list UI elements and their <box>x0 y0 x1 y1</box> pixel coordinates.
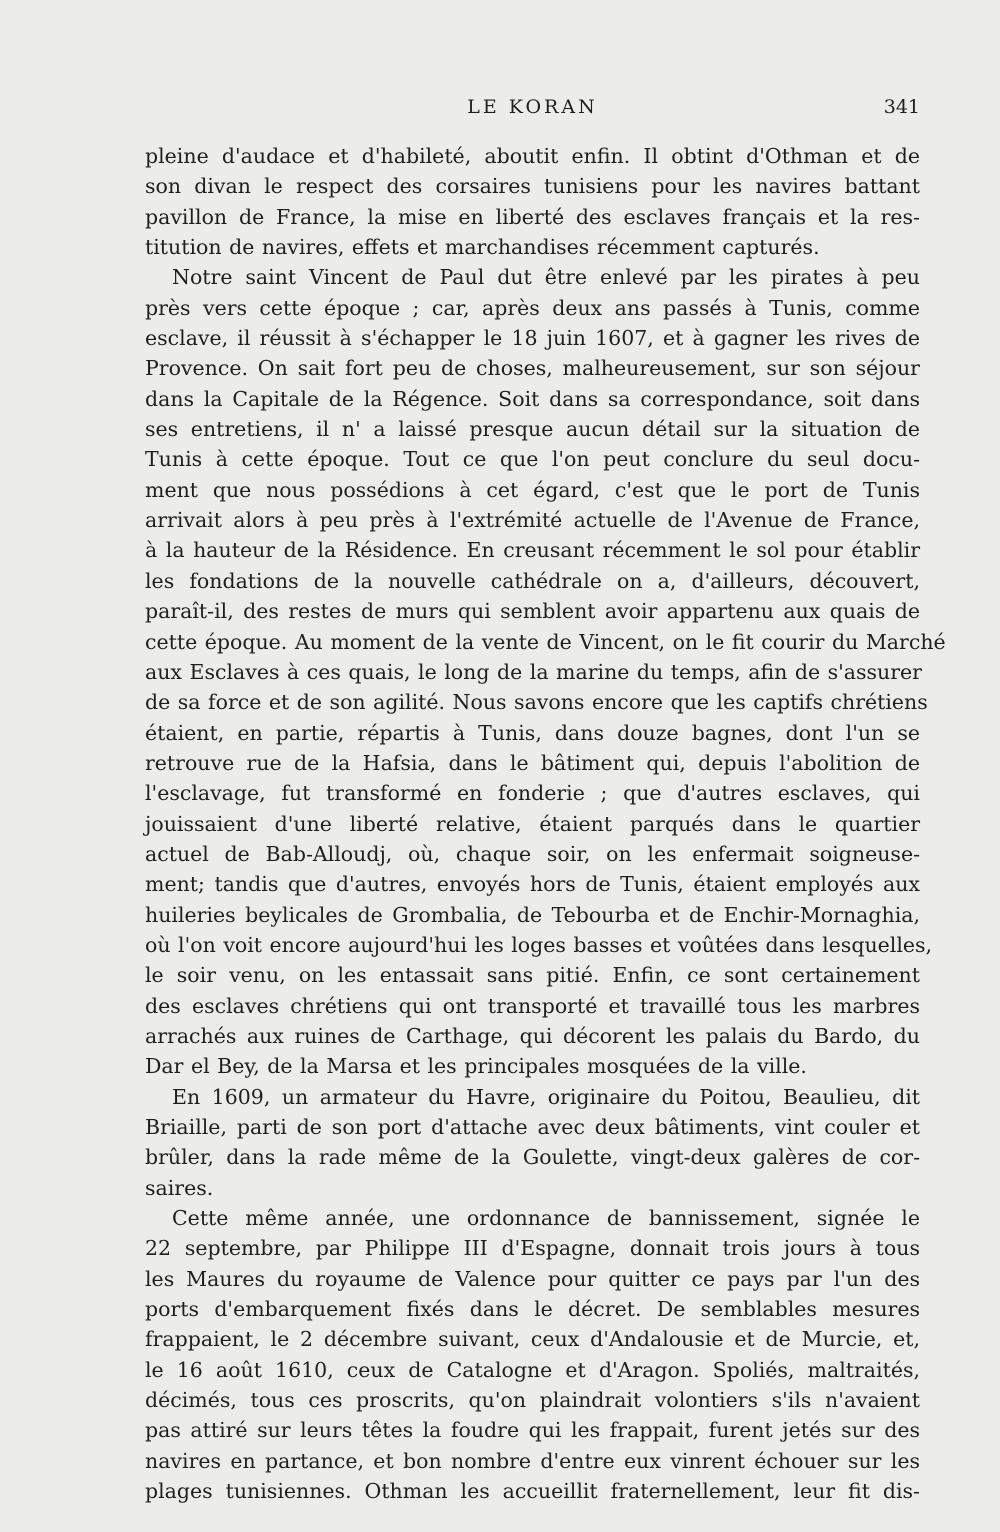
text-line: les fondations de la nouvelle cathédrale on a, d'ailleurs, découvert, <box>145 568 920 593</box>
paragraph-start-line: En 1609, un armateur du Havre, originaire du Poitou, Beaulieu, dit <box>172 1084 920 1109</box>
text-line: paraît-il, des restes de murs qui semblent avoir appartenu aux quais de <box>145 599 920 624</box>
text-line: ses entretiens, il n' a laissé presque aucun détail sur la situation de <box>145 417 920 442</box>
text-line: arrachés aux ruines de Carthage, qui décorent les palais du Bardo, du <box>145 1023 920 1048</box>
text-line: les Maures du royaume de Valence pour quitter ce pays par l'un des <box>145 1266 920 1291</box>
text-line: 22 septembre, par Philippe III d'Espagne, donnait trois jours à tous <box>145 1236 920 1261</box>
text-line: jouissaient d'une liberté relative, étaient parqués dans le quartier <box>145 811 920 836</box>
text-line: brûler, dans la rade même de la Goulette, vingt-deux galères de cor- <box>145 1145 920 1170</box>
running-title: LE KORAN <box>467 96 598 118</box>
text-line: le 16 août 1610, ceux de Catalogne et d'Aragon. Spoliés, maltraités, <box>145 1357 920 1382</box>
text-line: étaient, en partie, répartis à Tunis, dans douze bagnes, dont l'un se <box>145 720 920 745</box>
text-line: pavillon de France, la mise en liberté des esclaves français et la res- <box>145 204 920 229</box>
text-line: frappaient, le 2 décembre suivant, ceux d'Andalousie et de Murcie, et, <box>145 1327 920 1352</box>
text-line: à la hauteur de la Résidence. En creusant récemment le sol pour établir <box>145 538 920 563</box>
text-line: Tunis à cette époque. Tout ce que l'on peut conclure du seul docu- <box>145 447 920 472</box>
paragraph-start-line: Cette même année, une ordonnance de bannissement, signée le <box>172 1206 920 1231</box>
text-line: des esclaves chrétiens qui ont transporté et travaillé tous les marbres <box>145 993 920 1018</box>
text-line: esclave, il réussit à s'échapper le 18 juin 1607, et à gagner les rives de <box>145 326 920 351</box>
body-text <box>145 141 946 1506</box>
paragraph-start-line: Notre saint Vincent de Paul dut être enlevé par les pirates à peu <box>172 265 920 290</box>
text-line: l'esclavage, fut transformé en fonderie ; que d'autres esclaves, qui <box>145 781 920 806</box>
text-line: huileries beylicales de Grombalia, de Tebourba et de Enchir-Mornaghia, <box>145 902 920 927</box>
text-line: son divan le respect des corsaires tunisiens pour les navires battant <box>145 174 920 199</box>
text-line: ment; tandis que d'autres, envoyés hors de Tunis, étaient employés aux <box>145 872 920 897</box>
running-head <box>145 96 920 122</box>
text-line: Provence. On sait fort peu de choses, malheureusement, sur son séjour <box>145 356 920 381</box>
text-line: saires. <box>145 1175 214 1200</box>
text-line: arrivait alors à peu près à l'extrémité actuelle de l'Avenue de France, <box>145 508 920 533</box>
text-line: retrouve rue de la Hafsia, dans le bâtiment qui, depuis l'abolition de <box>145 750 920 775</box>
text-line: pleine d'audace et d'habileté, aboutit enfin. Il obtint d'Othman et de <box>145 144 920 168</box>
text-line: Dar el Bey, de la Marsa et les principales mosquées de la ville. <box>145 1054 807 1079</box>
text-line: aux Esclaves à ces quais, le long de la marine du temps, afin de s'assurer <box>145 659 922 684</box>
text-line: décimés, tous ces proscrits, qu'on plaindrait volontiers s'ils n'avaient <box>145 1388 920 1413</box>
text-line: cette époque. Au moment de la vente de Vincent, on le fit courir du Marché <box>145 629 946 654</box>
text-line: Briaille, parti de son port d'attache avec deux bâtiments, vint couler et <box>145 1115 920 1139</box>
text-line: où l'on voit encore aujourd'hui les loges basses et voûtées dans lesquelles, <box>145 932 933 957</box>
text-line: navires en partance, et bon nombre d'entre eux vinrent échouer sur les <box>145 1448 920 1473</box>
text-line: plages tunisiennes. Othman les accueillit fraternellement, leur fit dis- <box>145 1479 920 1504</box>
text-line: titution de navires, effets et marchandises récemment capturés. <box>145 235 820 260</box>
text-line: près vers cette époque ; car, après deux ans passés à Tunis, comme <box>145 295 920 320</box>
page-number: 341 <box>883 96 920 118</box>
text-line: de sa force et de son agilité. Nous savons encore que les captifs chrétiens <box>145 690 928 715</box>
text-line: actuel de Bab-Alloudj, où, chaque soir, on les enfermait soigneuse- <box>145 841 920 866</box>
text-line: dans la Capitale de la Régence. Soit dans sa correspondance, soit dans <box>145 386 920 411</box>
text-line: ment que nous possédions à cet égard, c'est que le port de Tunis <box>145 477 920 502</box>
text-line: le soir venu, on les entassait sans pitié. Enfin, ce sont certainement <box>145 963 920 988</box>
text-line: pas attiré sur leurs têtes la foudre qui les frappait, furent jetés sur des <box>145 1418 920 1443</box>
text-line: ports d'embarquement fixés dans le décret. De semblables mesures <box>145 1297 920 1322</box>
